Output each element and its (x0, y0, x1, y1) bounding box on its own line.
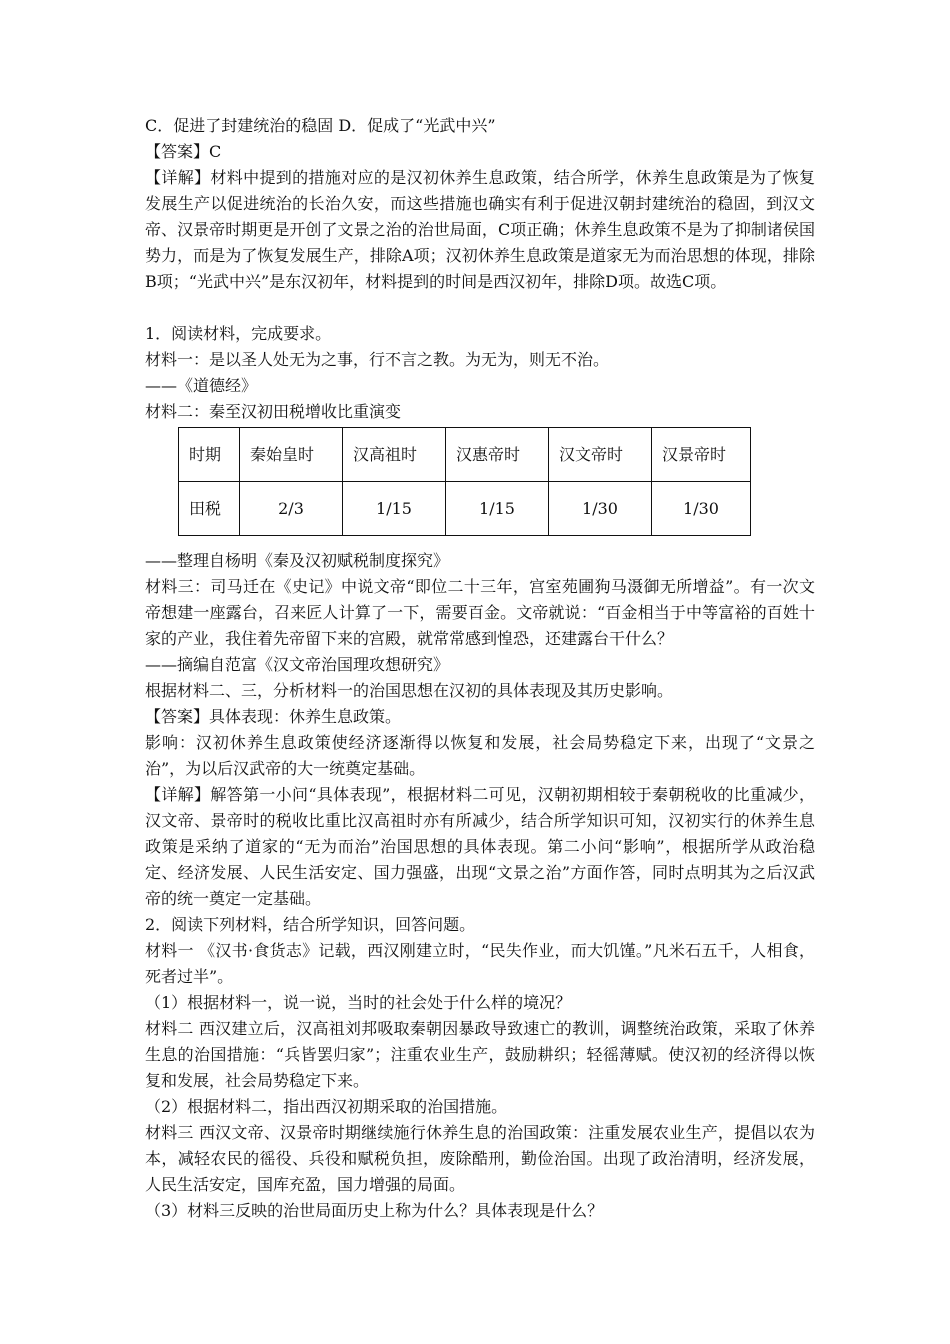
material-1-text: 材料一：是以圣人处无为之事，行不言之教。为无为，则无不治。 (145, 350, 610, 369)
q2-material-2: 材料二 西汉建立后，汉高祖刘邦吸取秦朝因暴政导致速亡的教训，调整统治政策，采取了休养生息的治国措施：“兵皆罢归家”；注重农业生产，鼓励耕织；轻徭薄赋。使汉初的经济得以恢复和发展，社会局势稳定下来。 (145, 1019, 815, 1090)
table-header-cell: 汉景帝时 (652, 428, 751, 482)
table-header-cell: 汉高祖时 (343, 428, 446, 482)
table-cell: 1/30 (549, 482, 652, 536)
q2-material-1: 材料一 《汉书·食货志》记载，西汉刚建立时，“民失作业，而大饥馑。”凡米石五千，人相食，死者过半”。 (145, 941, 815, 986)
table-header-cell: 汉惠帝时 (446, 428, 549, 482)
material-1-source: ——《道德经》 (145, 376, 258, 395)
question-1-prompt: 根据材料二、三，分析材料一的治国思想在汉初的具体表现及其历史影响。 (145, 681, 674, 700)
q2-subquestion-1: （1）根据材料一，说一说，当时的社会处于什么样的境况？ (145, 993, 572, 1012)
material-3-source: ——摘编自范富《汉文帝治国理攻想研究》 (145, 655, 450, 674)
table-cell: 1/30 (652, 482, 751, 536)
q2-subquestion-2: （2）根据材料二，指出西汉初期采取的治国措施。 (145, 1097, 508, 1116)
table-cell: 2/3 (240, 482, 343, 536)
answer-label: 【答案】具体表现：休养生息政策。 (145, 707, 402, 726)
options-c-d: C．促进了封建统治的稳固 D．促成了“光武中兴” (145, 116, 496, 135)
table-header-cell: 时期 (179, 428, 240, 482)
spacer (145, 295, 815, 321)
explanation-paragraph: 【详解】解答第一小问“具体表现”，根据材料二可见，汉朝初期相较于秦朝税收的比重减少，汉文帝、景帝时的税收比重比汉高祖时亦有所减少，结合所学知识可知，汉初实行的休养生息政策是采纳了道家的“无为而治”治国思想的具体表现。第二小问“影响”，根据所学从政治稳定、经济发展、人民生活安定、国力强盛，出现“文景之治”方面作答，同时点明其为之后汉武帝的统一奠定一定基础。 (145, 785, 815, 908)
q2-material-3: 材料三 西汉文帝、汉景帝时期继续施行休养生息的治国政策：注重发展农业生产，提倡以农为本，减轻农民的徭役、兵役和赋税负担，废除酷刑，勤俭治国。出现了政治清明，经济发展，人民生活安定，国库充盈，国力增强的局面。 (145, 1123, 815, 1194)
answer-impact: 影响：汉初休养生息政策使经济逐渐得以恢复和发展，社会局势稳定下来，出现了“文景之治”，为以后汉武帝的大一统奠定基础。 (145, 733, 815, 778)
answer-label: 【答案】C (145, 142, 222, 161)
table-cell: 1/15 (343, 482, 446, 536)
document-page (145, 113, 815, 1224)
material-3-text: 材料三：司马迁在《史记》中说文帝“即位二十三年，宫室苑圃狗马滠御无所增益”。有一次文帝想建一座露台，召来匠人计算了一下，需要百金。文帝就说：“百金相当于中等富裕的百姓十家的产业，我住着先帝留下来的宫殿，就常常感到惶恐，还建露台干什么？ (145, 577, 815, 648)
table-header-cell: 秦始皇时 (240, 428, 343, 482)
explanation-paragraph: 【详解】材料中提到的措施对应的是汉初休养生息政策，结合所学，休养生息政策是为了恢复发展生产以促进统治的长治久安，而这些措施也确实有利于促进汉朝封建统治的稳固，到汉文帝、汉景帝时期更是开创了文景之治的治世局面，C项正确；休养生息政策不是为了抑制诸侯国势力，而是为了恢复发展生产，排除A项；汉初休养生息政策是道家无为而治思想的体现，排除B项；“光武中兴”是东汉初年，材料提到的时间是西汉初年，排除D项。故选C项。 (145, 168, 815, 291)
table-header-row (179, 428, 751, 482)
tax-table (178, 427, 751, 536)
q2-subquestion-3: （3）材料三反映的治世局面历史上称为什么？具体表现是什么？ (145, 1201, 604, 1220)
table-cell: 田税 (179, 482, 240, 536)
question-1-title: 1．阅读材料，完成要求。 (145, 324, 332, 343)
table-cell: 1/15 (446, 482, 549, 536)
material-2-title: 材料二：秦至汉初田税增收比重演变 (145, 402, 402, 421)
table-row (179, 482, 751, 536)
question-2-title: 2．阅读下列材料，结合所学知识，回答问题。 (145, 915, 476, 934)
material-2-source: ——整理自杨明《秦及汉初赋税制度探究》 (145, 551, 450, 570)
table-header-cell: 汉文帝时 (549, 428, 652, 482)
